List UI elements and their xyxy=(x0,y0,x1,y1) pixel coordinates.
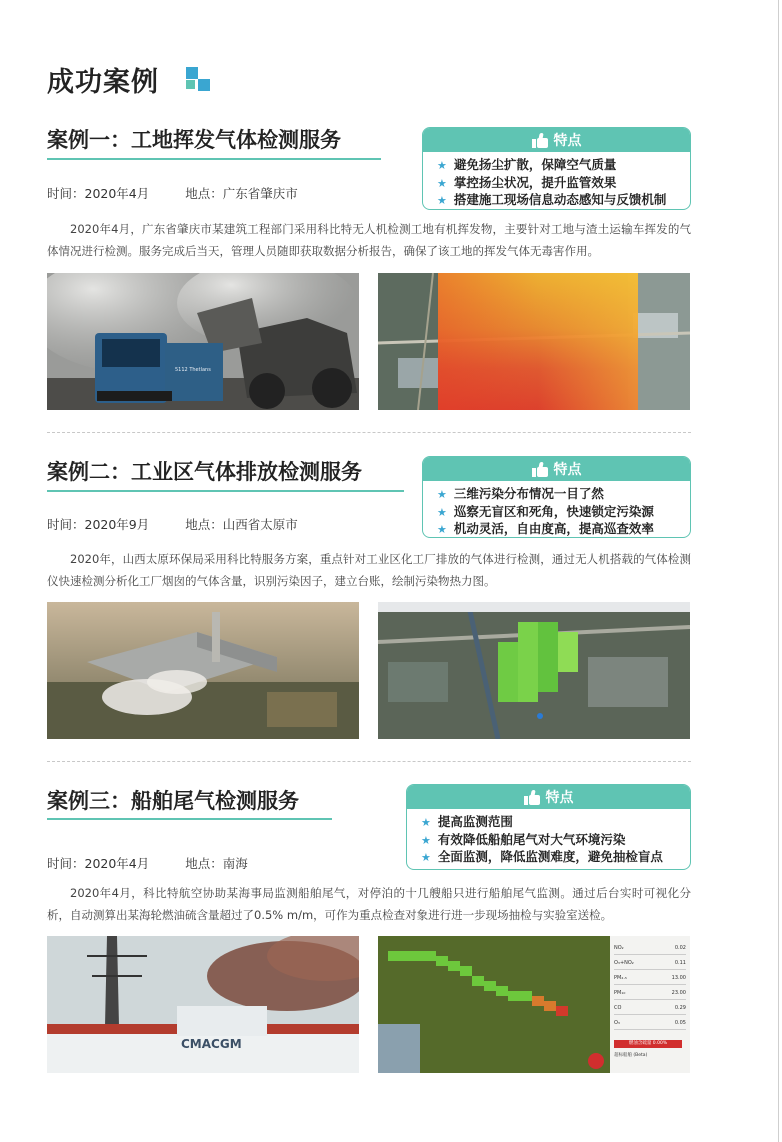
case3-time: 时间：2020年4月 xyxy=(47,856,150,871)
section-divider xyxy=(47,761,691,762)
thumbs-up-icon xyxy=(524,790,540,805)
star-icon: ★ xyxy=(437,523,447,536)
case3-features-box xyxy=(406,784,691,870)
star-icon: ★ xyxy=(437,176,447,190)
feature-item: ★ 有效降低船舶尾气对大气环境污染 xyxy=(421,831,626,847)
thumbs-up-icon xyxy=(532,462,548,477)
sensor-label: O₃+NO₂ xyxy=(614,960,634,966)
monitoring-dashboard xyxy=(378,936,690,1073)
sensor-panel xyxy=(610,936,690,1073)
feature-item: ★ 机动灵活，自由度高，提高巡查效率 xyxy=(437,521,654,536)
star-icon: ★ xyxy=(437,159,447,172)
sensor-value: 13.00 xyxy=(671,975,686,981)
case2-title-underline xyxy=(47,490,404,492)
sensor-row xyxy=(614,957,686,970)
features-label: 特点 xyxy=(553,133,582,149)
sensor-label: PM₁₀ xyxy=(614,990,626,996)
star-icon: ★ xyxy=(421,851,431,864)
feature-item: ★ 掌控扬尘状况，提升监管效果 xyxy=(437,174,617,190)
thumbs-up-icon xyxy=(532,133,548,148)
case3-features-header xyxy=(407,785,690,809)
case1-description: 2020年4月，广东省肇庆市某建筑工程部门采用科比特无人机检测工地有机挥发物，主要针对工地与渣土运输车挥发的气体情况进行检测。服务完成后当天，管理人员随即获取数据分析报告，确保了该工地的挥发气体无毒害作用。 xyxy=(47,222,691,258)
industrial-area-photo xyxy=(47,602,359,739)
truck-text: 5112 Thetlans xyxy=(175,367,211,373)
sensor-label: O₃ xyxy=(614,1020,620,1026)
sensor-label: PM₂.₅ xyxy=(614,975,627,981)
case1-features-header xyxy=(423,128,690,152)
case3-place: 地点：南海 xyxy=(185,856,248,871)
feature-item: ★ 避免扬尘扩散，保障空气质量 xyxy=(437,157,617,172)
case2-features-box xyxy=(422,456,691,538)
heatmap-photo-2 xyxy=(378,602,690,739)
case1-features-box xyxy=(422,127,691,210)
sea-heatmap xyxy=(378,936,610,1073)
heatmap-gradient xyxy=(438,273,638,410)
sensor-row xyxy=(614,942,686,955)
sensor-row xyxy=(614,1002,686,1015)
sensor-row xyxy=(614,1017,686,1030)
case1-place: 地点：广东省肇庆市 xyxy=(185,186,298,201)
case2-description: 2020年，山西太原环保局采用科比特服务方案，重点针对工业区化工厂排放的气体进行检测，通过无人机搭载的气体检测仪快速检测分析化工厂烟囱的气体含量，识别污染因子，建立台账，绘制污染物热力图。 xyxy=(47,552,691,588)
case2-meta xyxy=(47,515,298,533)
features-label: 特点 xyxy=(553,462,582,478)
construction-site-photo xyxy=(47,273,359,410)
star-icon: ★ xyxy=(437,488,447,501)
star-icon: ★ xyxy=(421,833,431,847)
heatmap-photo-1 xyxy=(378,273,690,410)
case2-features-header xyxy=(423,457,690,481)
feature-item: ★ 全面监测，降低监测难度，避免抽检盲点 xyxy=(421,849,663,864)
case1-title: 案例一：工地挥发气体检测服务 xyxy=(47,128,341,152)
sensor-label: NO₂ xyxy=(614,945,624,951)
case1-title-underline xyxy=(47,158,381,160)
sensor-value: 23.00 xyxy=(671,990,686,996)
feature-item: ★ 提高监测范围 xyxy=(421,814,513,829)
ship-name-text: CMACGM xyxy=(181,1037,242,1051)
case3-title: 案例三：船舶尾气检测服务 xyxy=(47,789,299,813)
features-label: 特点 xyxy=(545,790,574,806)
sensor-value: 0.11 xyxy=(674,960,686,966)
sensor-row xyxy=(614,972,686,985)
case2-time: 时间：2020年9月 xyxy=(47,517,150,532)
sensor-footer: 燃油含硫量 0.00% xyxy=(614,1040,682,1048)
sensor-label: CO xyxy=(614,1005,622,1011)
sensor-value: 0.02 xyxy=(674,945,686,951)
ship-photo xyxy=(47,936,359,1073)
feature-item: ★ 三维污染分布情况一目了然 xyxy=(437,486,604,501)
case1-time: 时间：2020年4月 xyxy=(47,186,150,201)
case1-meta xyxy=(47,184,298,202)
page-border-line xyxy=(778,0,779,1142)
sensor-caption: 超标船舶 (Beta) xyxy=(614,1053,648,1058)
feature-item: ★ 巡察无盲区和死角，快速锁定污染源 xyxy=(437,503,654,519)
section-divider xyxy=(47,432,691,433)
case2-title: 案例二：工业区气体排放检测服务 xyxy=(47,460,362,484)
page-title: 成功案例 xyxy=(47,67,159,98)
ship-scene xyxy=(47,936,359,1073)
title-decoration-icon xyxy=(186,67,212,93)
case3-description: 2020年4月，科比特航空协助某海事局监测船舶尾气，对停泊的十几艘船只进行船舶尾气监测。通过后台实时可视化分析，自动测算出某海轮燃油硫含量超过了0.5% m/m，可作为重点检查对象进行进一步现场抽检与实验室送检。 xyxy=(47,886,691,922)
case3-title-underline xyxy=(47,818,332,820)
feature-item: ★ 搭建施工现场信息动态感知与反馈机制 xyxy=(437,192,667,207)
satellite-map-2 xyxy=(378,602,690,739)
case2-place: 地点：山西省太原市 xyxy=(185,517,298,532)
star-icon: ★ xyxy=(421,816,431,829)
star-icon: ★ xyxy=(437,194,447,207)
construction-scene xyxy=(47,273,359,410)
star-icon: ★ xyxy=(437,505,447,519)
sensor-value: 0.05 xyxy=(674,1020,686,1026)
sensor-value: 0.29 xyxy=(674,1005,686,1011)
industrial-scene xyxy=(47,602,359,739)
case3-meta xyxy=(47,854,248,872)
sensor-row xyxy=(614,987,686,1000)
